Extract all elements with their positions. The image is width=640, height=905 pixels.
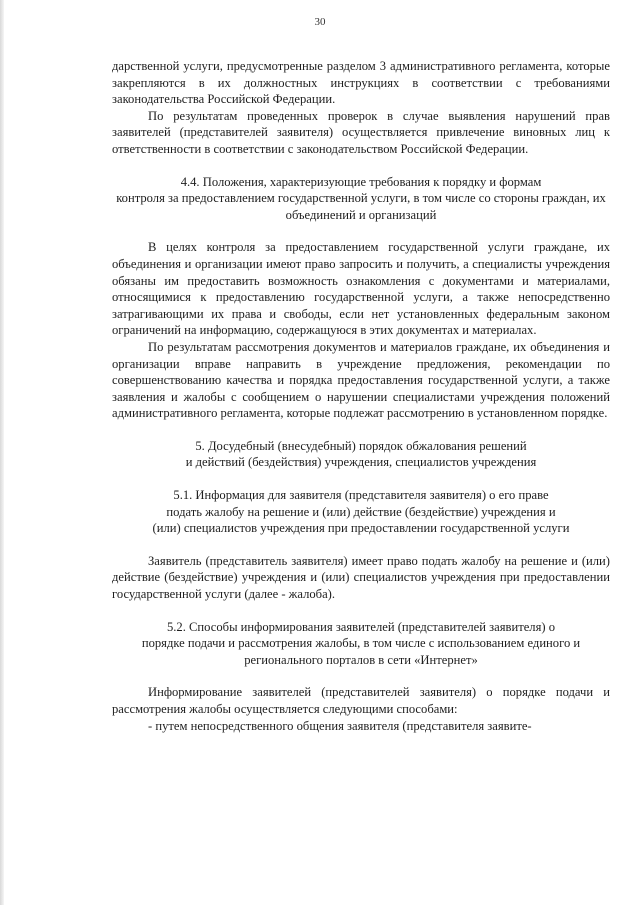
heading-5-1-line-2: подать жалобу на решение и (или) действие (бездействие) учреждения и (166, 504, 556, 519)
heading-5-1-line-3: (или) специалистов учреждения при предоставлении государственной услуги (152, 521, 570, 536)
paragraph-informing: Информирование заявителей (представителей заявителя) о порядке подачи и рассмотрения жалобы осуществляется следующими способами: (112, 685, 610, 716)
heading-5-line-2: и действий (бездействия) учреждения, специалистов учреждения (185, 455, 537, 470)
heading-5-line-1: 5. Досудебный (внесудебный) порядок обжалования решений (195, 438, 527, 453)
paragraph-violations: По результатам проведенных проверок в случае выявления нарушений прав заявителей (представителей заявителя) осуществляется привлечение виновных лиц к ответственности в соответствии с законодательством Российской Федерации. (112, 108, 610, 156)
paragraph-intro: дарственной услуги, предусмотренные разделом 3 административного регламента, которые закрепляются в их должностных инструкциях в соответствии с требованиями законодательства Российской Федерации. (112, 59, 610, 107)
document-body (112, 58, 610, 734)
heading-5-2-line-2: порядке подачи и рассмотрения жалобы, в том числе с использованием единого и регионального порталов в сети «Интернет» (141, 636, 581, 667)
heading-5-1-line-1: 5.1. Информация для заявителя (представителя заявителя) о его праве (173, 488, 549, 503)
paragraph-review-results: По результатам рассмотрения документов и материалов граждане, их объединения и организации вправе направить в учреждение предложения, рекомендации по совершенствованию качества и порядка предоставления государственной услуги, а также заявления и жалобы с сообщением о нарушении специалистами учреждения положений административного регламента, которые подлежат рассмотрению в установленном порядке. (112, 339, 610, 421)
page-edge (0, 0, 4, 905)
heading-5-2-line-1: 5.2. Способы информирования заявителей (представителей заявителя) о (166, 619, 556, 634)
heading-4-4-line-2: контроля за предоставлением государственной услуги, в том числе со стороны граждан, их объединений и организаций (116, 191, 606, 222)
page-number: 30 (314, 16, 326, 28)
paragraph-control-rights: В целях контроля за предоставлением государственной услуги граждане, их объединения и организации имеют право запросить и получить, а специалисты учреждения обязаны им предоставить возможность ознакомления с документами и материалами, относящимися к предоставлению государственной услуги, а также непосредственно затрагивающими их права и свободы, если нет установленных федеральным законом ограничений на информацию, содержащуюся в этих документах и материалах. (112, 240, 610, 338)
paragraph-method-direct: - путем непосредственного общения заявителя (представителя заявите- (148, 718, 532, 733)
paragraph-complaint-right: Заявитель (представитель заявителя) имеет право подать жалобу на решение и (или) действие (бездействие) учреждения и (или) специалистов учреждения при предоставлении государственной услуги (далее - жалоба). (112, 553, 610, 602)
heading-4-4-line-1: 4.4. Положения, характеризующие требования к порядку и формам (180, 174, 542, 189)
